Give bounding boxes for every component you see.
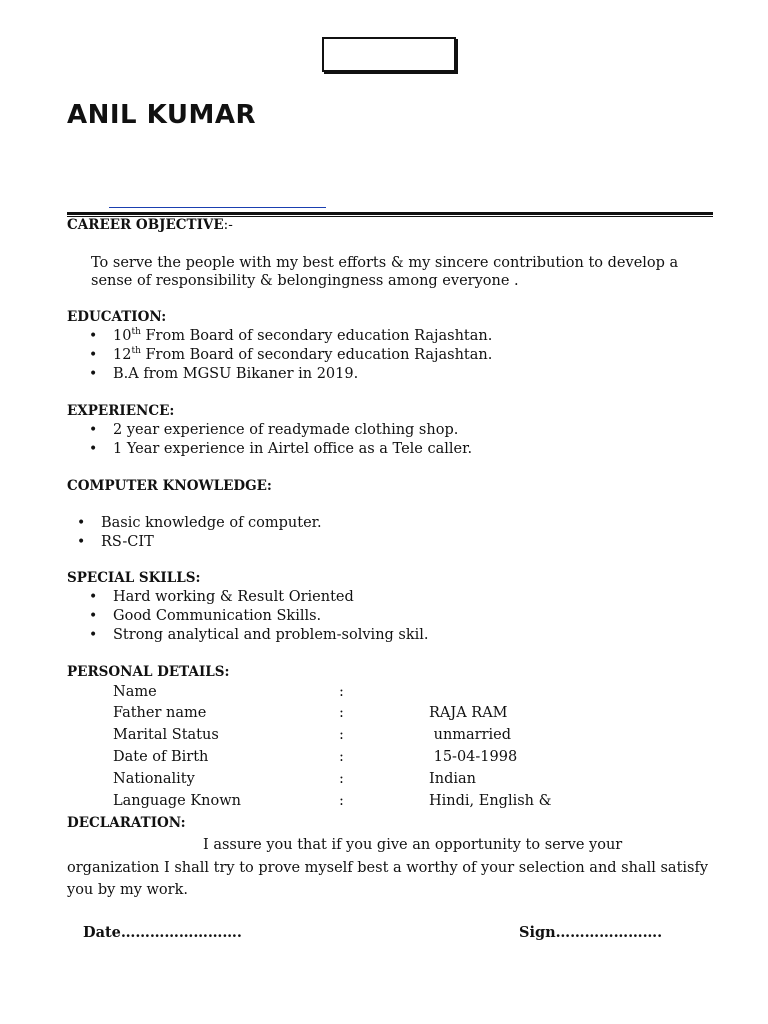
detail-colon: : bbox=[339, 684, 344, 700]
personal-detail-row bbox=[0, 793, 768, 813]
bullet-icon: • bbox=[89, 366, 98, 382]
career-objective-line-1: To serve the people with my best efforts & my sincere contribution to develop a bbox=[91, 255, 679, 271]
education-item-text: B.A from MGSU Bikaner in 2019. bbox=[113, 366, 359, 382]
skill-item-text: Good Communication Skills. bbox=[113, 608, 322, 624]
bullet-icon: • bbox=[89, 441, 98, 457]
email-hyperlink-underline[interactable] bbox=[109, 207, 326, 208]
personal-detail-row bbox=[0, 684, 768, 704]
list-item bbox=[67, 514, 322, 533]
list-item bbox=[67, 588, 429, 607]
special-skills-list bbox=[67, 588, 429, 645]
bullet-icon: • bbox=[89, 608, 98, 624]
date-field: Date……………………. bbox=[83, 924, 242, 941]
header-divider-thick bbox=[67, 212, 713, 215]
detail-label: Father name bbox=[113, 705, 207, 721]
career-objective-suffix: :- bbox=[223, 217, 233, 233]
education-heading: EDUCATION: bbox=[67, 309, 167, 325]
special-skills-heading: SPECIAL SKILLS: bbox=[67, 570, 201, 586]
declaration-heading: DECLARATION: bbox=[67, 815, 186, 831]
candidate-name: ANIL KUMAR bbox=[67, 100, 256, 130]
list-item bbox=[67, 327, 492, 346]
computer-item-text: RS-CIT bbox=[101, 534, 154, 550]
education-item-text: 12th From Board of secondary education Rajashtan. bbox=[113, 346, 493, 363]
detail-value: RAJA RAM bbox=[429, 705, 508, 721]
list-item bbox=[67, 346, 492, 365]
list-item bbox=[67, 421, 472, 440]
education-item-text: 10th From Board of secondary education Rajashtan. bbox=[113, 327, 493, 344]
detail-colon: : bbox=[339, 771, 344, 787]
detail-colon: : bbox=[339, 705, 344, 721]
detail-label: Marital Status bbox=[113, 727, 219, 743]
detail-value: Hindi, English & bbox=[429, 793, 552, 809]
personal-detail-row bbox=[0, 771, 768, 791]
declaration-line-3: you by my work. bbox=[67, 882, 188, 898]
detail-label: Nationality bbox=[113, 771, 195, 787]
list-item bbox=[67, 365, 492, 384]
declaration-line-2: organization I shall try to prove myself best a worthy of your selection and shall satisfy bbox=[67, 859, 709, 876]
bullet-icon: • bbox=[89, 589, 98, 605]
personal-detail-row bbox=[0, 705, 768, 725]
experience-heading: EXPERIENCE: bbox=[67, 403, 175, 419]
computer-item-text: Basic knowledge of computer. bbox=[101, 515, 322, 531]
detail-value: Indian bbox=[429, 771, 476, 787]
experience-item-text: 1 Year experience in Airtel office as a Tele caller. bbox=[113, 441, 473, 457]
bullet-icon: • bbox=[77, 534, 86, 550]
personal-details-heading: PERSONAL DETAILS: bbox=[67, 664, 230, 680]
detail-value: 15-04-1998 bbox=[429, 749, 518, 765]
bullet-icon: • bbox=[77, 515, 86, 531]
detail-value: unmarried bbox=[429, 727, 512, 743]
declaration-text bbox=[67, 834, 717, 902]
declaration-line-1: I assure you that if you give an opportunity to serve your bbox=[203, 837, 623, 853]
skill-item-text: Hard working & Result Oriented bbox=[113, 589, 354, 605]
detail-label: Date of Birth bbox=[113, 749, 209, 765]
skill-item-text: Strong analytical and problem-solving skil. bbox=[113, 627, 429, 643]
detail-label: Language Known bbox=[113, 793, 242, 809]
personal-detail-row bbox=[0, 727, 768, 747]
signature-field: Sign…………………. bbox=[519, 924, 663, 941]
bullet-icon: • bbox=[89, 422, 98, 438]
computer-knowledge-heading: COMPUTER KNOWLEDGE: bbox=[67, 478, 272, 494]
personal-detail-row bbox=[0, 749, 768, 769]
detail-colon: : bbox=[339, 793, 344, 809]
detail-label: Name bbox=[113, 684, 157, 700]
career-objective-title: CAREER OBJECTIVE bbox=[67, 217, 224, 233]
bullet-icon: • bbox=[89, 347, 98, 363]
list-item bbox=[67, 626, 429, 645]
career-objective-heading bbox=[67, 217, 233, 233]
experience-list bbox=[67, 421, 472, 459]
bullet-icon: • bbox=[89, 627, 98, 643]
education-list bbox=[67, 327, 492, 384]
detail-colon: : bbox=[339, 749, 344, 765]
list-item bbox=[67, 533, 322, 552]
list-item bbox=[67, 440, 472, 459]
career-objective-line-2: sense of responsibility & belongingness among everyone . bbox=[91, 273, 519, 289]
photo-placeholder-box bbox=[322, 37, 456, 72]
detail-colon: : bbox=[339, 727, 344, 743]
experience-item-text: 2 year experience of readymade clothing shop. bbox=[113, 422, 459, 438]
bullet-icon: • bbox=[89, 328, 98, 344]
computer-knowledge-list bbox=[67, 514, 322, 552]
list-item bbox=[67, 607, 429, 626]
